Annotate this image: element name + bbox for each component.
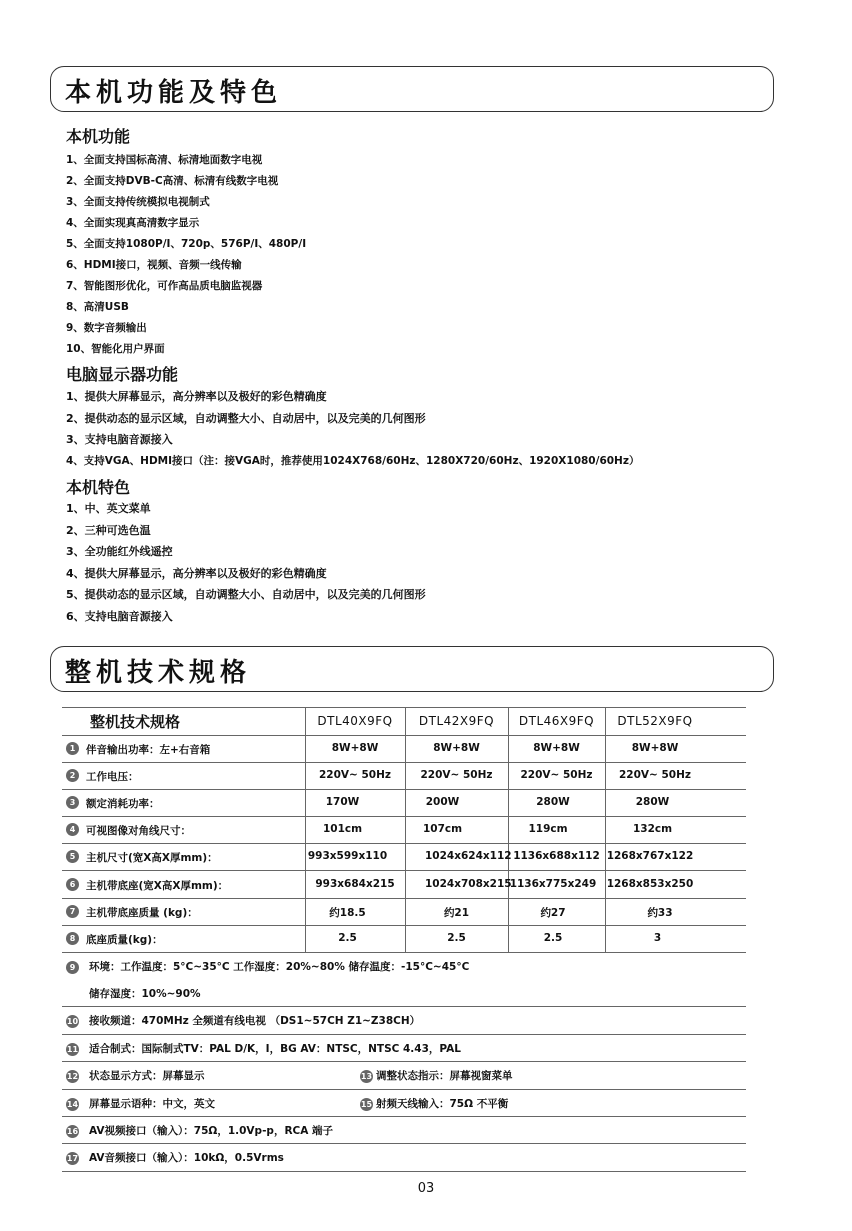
table-cell: 132cm: [632, 823, 673, 835]
row-label: 主机带底座质量 (kg)：: [86, 907, 198, 919]
model-header: DTL42X9FQ: [418, 714, 495, 728]
row-number-badge: 7: [66, 905, 79, 918]
table-cell: 280W: [635, 796, 670, 808]
receive-line: [66, 1013, 420, 1028]
table-cell: 3: [653, 932, 662, 944]
environment-text: 环境：工作温度：5°C~35°C 工作湿度：20%~80% 储存温度：-15°C~45°C: [89, 961, 470, 973]
table-cell: 993x599x110: [307, 850, 388, 862]
environment-line: [66, 959, 469, 974]
row-label: 主机尺寸(宽X高X厚mm)：: [86, 852, 218, 864]
table-rule: [62, 1116, 746, 1117]
monitor-heading: 电脑显示器功能: [66, 365, 179, 384]
table-rule: [62, 735, 746, 736]
list-item: 5、全面支持1080P/I、720p、576P/I、480P/I: [66, 238, 307, 250]
row-number-badge: 10: [66, 1016, 79, 1026]
list-item: 10、智能化用户界面: [66, 343, 165, 355]
table-rule: [62, 870, 746, 871]
section-title: 整机技术规格: [65, 658, 252, 688]
systems-text: 适合制式：国际制式TV：PAL D/K，I，BG AV：NTSC，NTSC 4.43，PAL: [89, 1043, 461, 1055]
row-number-badge: 15: [360, 1099, 373, 1109]
row-label: 主机带底座(宽X高X厚mm)：: [86, 880, 229, 892]
table-cell: 993x684x215: [315, 878, 395, 890]
table-rule: [62, 762, 746, 763]
table-cell: 220V~ 50Hz: [520, 769, 593, 781]
row-number-badge: 6: [66, 878, 79, 891]
table-cell: 2.5: [543, 932, 563, 944]
language-line: [66, 1096, 215, 1111]
av-video-text: AV视频接口（输入）：75Ω，1.0Vp-p，RCA 端子: [89, 1125, 334, 1137]
section-banner-features: [50, 66, 774, 112]
row-number-badge: 5: [66, 850, 79, 863]
list-item: 9、数字音频输出: [66, 322, 147, 334]
table-rule: [62, 925, 746, 926]
table-rule: [62, 816, 746, 817]
table-rule: [62, 1143, 746, 1144]
row-label: 额定消耗功率：: [86, 798, 160, 810]
section-title: 本机功能及特色: [65, 78, 283, 108]
table-cell: 107cm: [422, 823, 463, 835]
row-number-badge: 8: [66, 932, 79, 945]
list-item: 2、全面支持DVB-C高清、标清有线数字电视: [66, 175, 279, 187]
table-cell: 约27: [540, 907, 566, 919]
table-cell: 8W+8W: [331, 742, 379, 754]
av-video-line: [66, 1123, 333, 1138]
list-item: 2、提供动态的显示区域，自动调整大小、自动居中，以及完美的几何图形: [66, 411, 426, 425]
status-line: [66, 1068, 205, 1083]
table-rule: [62, 707, 746, 708]
table-cell: 1268x853x250: [606, 878, 694, 890]
row-number-badge: 1: [66, 742, 79, 755]
table-cell: 200W: [425, 796, 460, 808]
table-cell: 220V~ 50Hz: [618, 769, 691, 781]
table-cell: 220V~ 50Hz: [318, 769, 391, 781]
table-rule: [62, 952, 746, 953]
table-cell: 1136x775x249: [509, 878, 597, 890]
table-rule: [62, 789, 746, 790]
table-cell: 8W+8W: [631, 742, 679, 754]
row-number-badge: 4: [66, 823, 79, 836]
list-item: 1、全面支持国标高清、标清地面数字电视: [66, 154, 263, 166]
table-cell: 119cm: [528, 823, 568, 835]
list-item: 3、全功能红外线遥控: [66, 545, 173, 558]
row-number-badge: 14: [66, 1099, 79, 1109]
table-rule: [62, 898, 746, 899]
row-number-badge: 9: [66, 961, 79, 974]
row-number-badge: 17: [66, 1153, 79, 1163]
monitor-list: [66, 386, 639, 472]
systems-line: [66, 1041, 461, 1056]
av-audio-line: [66, 1150, 284, 1165]
table-cell: 2.5: [338, 932, 357, 944]
table-cell: 8W+8W: [533, 742, 580, 754]
row-number-badge: 2: [66, 769, 79, 782]
list-item: 3、全面支持传统模拟电视制式: [66, 196, 210, 208]
list-item: 4、提供大屏幕显示，高分辨率以及极好的彩色精确度: [66, 566, 327, 580]
list-item: 4、支持VGA、HDMI接口（注：接VGA时，推荐使用1024X768/60Hz、1280X720/60Hz、1920X1080/60Hz）: [66, 454, 640, 467]
table-cell: 1136x688x112: [513, 850, 600, 862]
table-cell: 1024x708x215: [425, 878, 512, 890]
table-rule: [62, 1006, 746, 1007]
list-item: 7、智能图形优化，可作高品质电脑监视器: [66, 280, 263, 292]
list-item: 6、HDMI接口，视频、音频一线传输: [66, 259, 242, 271]
table-cell: 1024x624x112: [425, 850, 512, 862]
status-text: 状态显示方式：屏幕显示: [89, 1070, 205, 1082]
table-cell: 约21: [443, 907, 470, 919]
table-header-label: 整机技术规格: [90, 713, 181, 731]
adjust-text: 调整状态指示：屏幕视窗菜单: [376, 1070, 513, 1082]
features-heading: 本机功能: [66, 127, 131, 146]
row-number-badge: 16: [66, 1126, 79, 1136]
table-rule: [62, 843, 746, 844]
special-heading: 本机特色: [66, 478, 131, 497]
table-cell: 约18.5: [329, 907, 366, 919]
table-cell: 2.5: [447, 932, 466, 944]
table-rule: [62, 1061, 746, 1062]
list-item: 2、三种可选色温: [66, 523, 151, 537]
list-item: 1、提供大屏幕显示，高分辨率以及极好的彩色精确度: [66, 390, 327, 403]
list-item: 8、高清USB: [66, 301, 129, 313]
table-cell: 约33: [647, 907, 673, 919]
antenna-text: 射频天线输入：75Ω 不平衡: [376, 1098, 509, 1110]
model-header: DTL46X9FQ: [518, 714, 595, 728]
adjust-line: [360, 1068, 513, 1083]
table-rule: [62, 1089, 746, 1090]
row-number-badge: 11: [66, 1044, 79, 1054]
humidity-line: 储存湿度：10%~90%: [89, 988, 201, 1000]
row-number-badge: 12: [66, 1071, 79, 1081]
table-cell: 8W+8W: [433, 742, 480, 754]
row-number-badge: 13: [360, 1071, 373, 1081]
table-cell: 280W: [536, 796, 570, 808]
language-text: 屏幕显示语种：中文，英文: [89, 1098, 215, 1110]
list-item: 6、支持电脑音源接入: [66, 609, 173, 623]
receive-text: 接收频道：470MHz 全频道有线电视 （DS1~57CH Z1~Z38CH）: [89, 1015, 421, 1027]
special-list: [66, 498, 426, 627]
list-item: 3、支持电脑音源接入: [66, 433, 173, 446]
table-cell: 101cm: [322, 823, 363, 835]
features-list: [66, 150, 306, 360]
model-header: DTL40X9FQ: [317, 714, 393, 728]
list-item: 4、全面实现真高清数字显示: [66, 217, 200, 229]
model-header: DTL52X9FQ: [617, 714, 693, 728]
row-number-badge: 3: [66, 796, 79, 809]
table-cell: 1268x767x122: [606, 850, 694, 862]
table-cell: 170W: [325, 796, 360, 808]
row-label: 工作电压：: [86, 771, 139, 783]
table-cell: 220V~ 50Hz: [420, 769, 493, 781]
list-item: 1、中、英文菜单: [66, 502, 151, 515]
page-number: 03: [417, 1181, 435, 1196]
section-banner-specs: [50, 646, 774, 692]
row-label: 可视图像对角线尺寸：: [86, 825, 191, 837]
antenna-line: [360, 1096, 508, 1111]
row-label: 底座质量(kg)：: [86, 934, 163, 946]
row-label: 伴音输出功率：左+右音箱: [86, 744, 211, 756]
table-rule: [62, 1171, 746, 1172]
av-audio-text: AV音频接口（输入）：10kΩ，0.5Vrms: [89, 1152, 284, 1164]
table-rule: [62, 1034, 746, 1035]
list-item: 5、提供动态的显示区域，自动调整大小、自动居中，以及完美的几何图形: [66, 588, 426, 601]
